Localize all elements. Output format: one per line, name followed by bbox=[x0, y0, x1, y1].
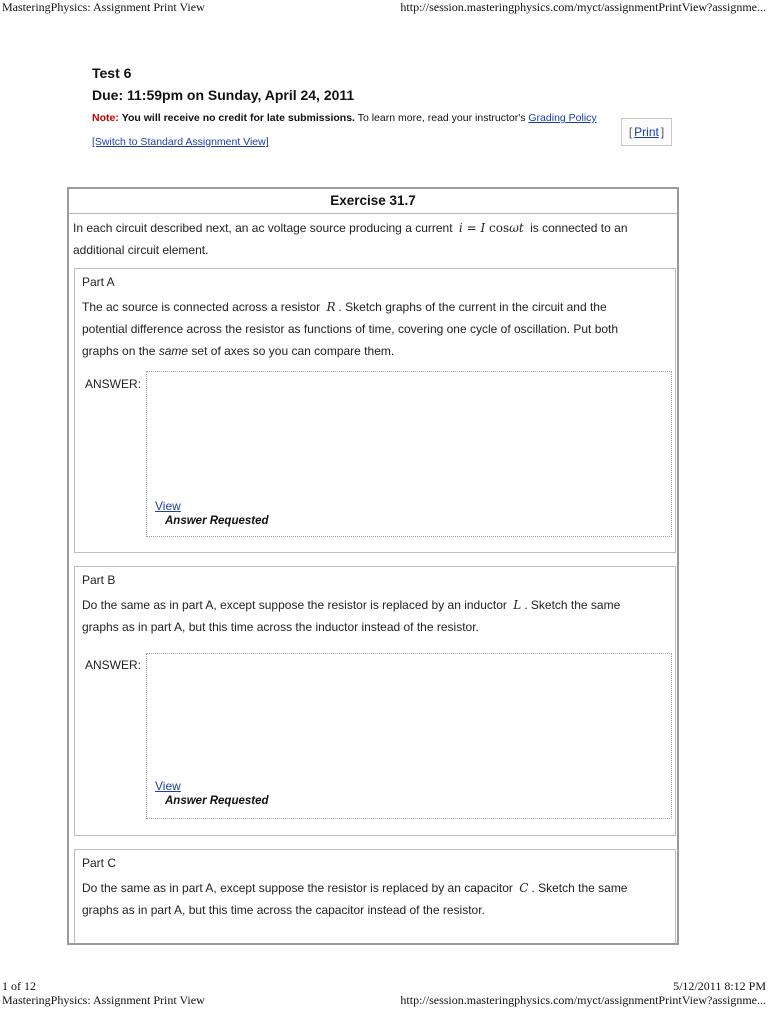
math-cos: cos bbox=[489, 221, 510, 235]
print-bracket-close: ] bbox=[660, 125, 665, 139]
part-a-question bbox=[82, 296, 665, 362]
intro-text: In each circuit described next, an ac voltage source producing a current bbox=[73, 221, 453, 235]
grading-policy-link[interactable]: Grading Policy bbox=[528, 112, 597, 124]
part-c-text: Do the same as in part A, except suppose the resistor is replaced by an capacitor bbox=[82, 881, 513, 895]
note-text: To learn more, read your instructor's bbox=[357, 112, 526, 124]
part-a-answer-label: ANSWER: bbox=[85, 377, 142, 391]
part-c-text-2: . Sketch the same bbox=[531, 881, 628, 895]
part-a-text-line3-end: set of axes so you can compare them. bbox=[191, 344, 395, 358]
capacitor-symbol: C bbox=[519, 881, 529, 895]
part-a bbox=[74, 268, 676, 553]
current-equation bbox=[456, 221, 527, 235]
part-a-text-line2: potential difference across the resistor as functions of time, covering one cycle of oscillation. Put both bbox=[82, 322, 619, 336]
print-page-header bbox=[0, 0, 768, 16]
part-a-view-link[interactable]: View bbox=[155, 499, 181, 513]
part-b bbox=[74, 566, 676, 836]
header-page-title: MasteringPhysics: Assignment Print View bbox=[2, 0, 205, 14]
intro-text-line2: additional circuit element. bbox=[73, 243, 209, 257]
part-b-answer-status: Answer Requested bbox=[165, 795, 269, 807]
part-a-label: Part A bbox=[82, 275, 115, 289]
inductor-symbol: L bbox=[513, 598, 522, 612]
footer-page-url: http://session.masteringphysics.com/myct/assignmentPrintView?assignme... bbox=[400, 993, 766, 1007]
part-c-label: Part C bbox=[82, 856, 117, 870]
note-label: Note: bbox=[92, 112, 119, 124]
math-omega-t: ωt bbox=[509, 221, 524, 235]
part-b-label: Part B bbox=[82, 573, 116, 587]
resistor-symbol: R bbox=[326, 300, 336, 314]
part-a-text-2: . Sketch graphs of the current in the circuit and the bbox=[338, 300, 607, 314]
assignment-title: Test 6 bbox=[92, 65, 132, 81]
print-bracket-open: [ bbox=[628, 125, 633, 139]
footer-datetime: 5/12/2011 8:12 PM bbox=[673, 979, 766, 993]
print-link[interactable]: Print bbox=[634, 125, 659, 139]
math-I: I bbox=[480, 221, 486, 235]
part-b-view-link[interactable]: View bbox=[155, 779, 181, 793]
exercise-panel bbox=[67, 187, 679, 945]
exercise-intro bbox=[73, 217, 671, 261]
part-c bbox=[74, 849, 676, 945]
note-bold-text: You will receive no credit for late submissions. bbox=[121, 112, 355, 124]
footer-page-title: MasteringPhysics: Assignment Print View bbox=[2, 993, 205, 1007]
part-b-text: Do the same as in part A, except suppose the resistor is replaced by an inductor bbox=[82, 598, 507, 612]
part-b-text-line2: graphs as in part A, but this time across the inductor instead of the resistor. bbox=[82, 620, 479, 634]
part-a-emphasis: same bbox=[158, 344, 189, 358]
print-page-footer bbox=[0, 979, 768, 1007]
part-c-question bbox=[82, 877, 665, 921]
part-b-answer-box bbox=[146, 653, 672, 819]
intro-text-end: is connected to an bbox=[530, 221, 628, 235]
part-b-answer-label: ANSWER: bbox=[85, 658, 142, 672]
assignment-due-date: Due: 11:59pm on Sunday, April 24, 2011 bbox=[92, 87, 355, 103]
print-button[interactable] bbox=[621, 118, 672, 146]
part-a-text-line3: graphs on the bbox=[82, 344, 156, 358]
part-a-answer-box bbox=[146, 371, 672, 537]
part-c-text-line2: graphs as in part A, but this time across the capacitor instead of the resistor. bbox=[82, 903, 485, 917]
header-page-url: http://session.masteringphysics.com/myct/assignmentPrintView?assignme... bbox=[400, 0, 766, 14]
exercise-title: Exercise 31.7 bbox=[69, 189, 677, 214]
part-a-answer-status: Answer Requested bbox=[165, 515, 269, 527]
part-b-text-2: . Sketch the same bbox=[524, 598, 621, 612]
part-a-text: The ac source is connected across a resistor bbox=[82, 300, 321, 314]
late-submission-note bbox=[92, 112, 597, 124]
math-equals: = bbox=[466, 221, 477, 235]
footer-page-count: 1 of 12 bbox=[2, 979, 36, 993]
part-b-question bbox=[82, 594, 665, 638]
math-i: i bbox=[458, 221, 463, 235]
switch-view-link[interactable]: [Switch to Standard Assignment View] bbox=[92, 136, 269, 148]
